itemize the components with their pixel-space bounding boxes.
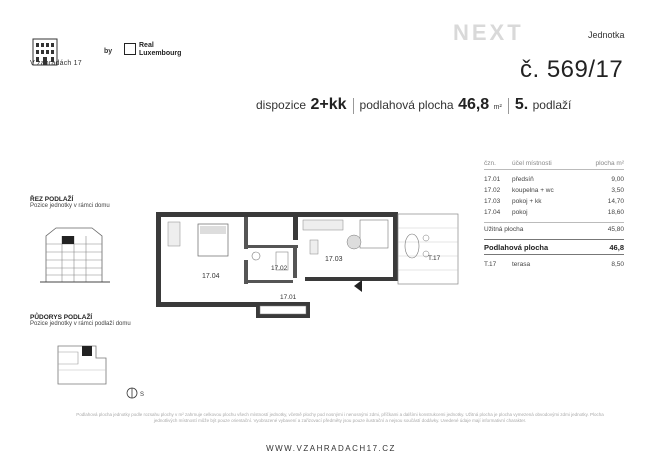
next-brand-logo: NEXT <box>453 20 524 45</box>
floor-position-diagram <box>50 338 110 390</box>
section-title: ŘEZ PODLAŽÍ <box>30 196 74 203</box>
building-section-diagram <box>40 222 110 286</box>
table-row <box>484 185 624 196</box>
partner-name <box>139 42 181 58</box>
terrace-area: 8,50 <box>611 261 624 268</box>
by-label: by <box>104 48 113 55</box>
divider <box>353 98 354 114</box>
room-label-17-04: 17.04 <box>202 273 220 280</box>
row-area: 18,60 <box>607 209 624 216</box>
terrace-row <box>484 259 624 270</box>
row-no: 17.02 <box>484 187 501 194</box>
plocha-label: podlahová plocha <box>359 98 454 112</box>
partner-line2: Luxembourg <box>139 50 182 57</box>
entrance-arrow-icon <box>354 280 362 292</box>
header-area: plocha m² <box>595 160 624 167</box>
room-label-17-02: 17.02 <box>271 265 288 272</box>
apartment-floor-plan <box>150 200 475 322</box>
unit-specs <box>256 96 571 116</box>
table-row <box>484 174 624 185</box>
podlazi-label: podlaží <box>532 98 572 112</box>
floorplan-caption <box>30 314 131 327</box>
unit-label: Jednotka <box>588 30 625 40</box>
row-no: 17.04 <box>484 209 501 216</box>
partner-line1: Real <box>139 42 154 49</box>
footnote: Podlahová plocha jednotky podle rozsahu plochy v m² zahrnuje celkovou plochu všech místností jednotky, včetně plochy pod nosnými i nenosnými zdmi, příčkami a dalšími konstrukcemi jednotky. Užitná plocha je plocha vymezená obvodovými zdmi jednotky. Plocha jednotlivých místností může být pouze orientační. Vyobrazené vybavení a zařizovací předměty jsou pouze ilustrační a nejsou součástí dodávky. Uvedené údaje mají informativní charakter. <box>76 412 604 423</box>
project-name: V zahradách 17 <box>30 60 82 67</box>
header-no: čzn. <box>484 160 496 167</box>
plocha-unit: m² <box>493 104 502 111</box>
usable-label: Užitná plocha <box>484 226 524 233</box>
table-header <box>484 158 624 170</box>
plocha-value: 46,8 <box>458 96 490 113</box>
row-no: 17.01 <box>484 176 501 183</box>
compass-icon <box>125 386 147 400</box>
dispozice-value: 2+kk <box>310 96 347 113</box>
floor-value: 46,8 <box>609 242 624 252</box>
terrace-name: terasa <box>512 261 531 268</box>
floorplan-subtitle: Pozice jednotky v rámci podlaží domu <box>30 321 131 327</box>
section-subtitle: Pozice jednotky v rámci domu <box>30 203 110 209</box>
row-name: koupelna + wc <box>512 187 554 194</box>
row-name: předsíň <box>512 176 534 183</box>
real-luxembourg-logo-icon <box>124 43 136 55</box>
row-no: 17.03 <box>484 198 501 205</box>
row-area: 9,00 <box>611 176 624 183</box>
floor-area-row <box>484 239 624 255</box>
terrace-no: T.17 <box>484 261 497 268</box>
divider <box>508 98 509 114</box>
room-label-t17: T.17 <box>428 255 441 262</box>
dispozice-label: dispozice <box>256 98 307 112</box>
section-caption <box>30 196 110 209</box>
room-label-17-01: 17.01 <box>280 294 297 301</box>
unit-highlight <box>62 236 74 244</box>
unit-number: č. 569/17 <box>520 56 624 83</box>
compass-label: S <box>140 392 145 398</box>
podlazi-value: 5. <box>514 96 529 113</box>
header-name: účel místnosti <box>512 160 552 167</box>
table-row <box>484 196 624 207</box>
floorplan-title: PŮDORYS PODLAŽÍ <box>30 314 93 321</box>
unit-highlight <box>82 346 92 356</box>
usable-area-row <box>484 222 624 236</box>
row-area: 3,50 <box>611 187 624 194</box>
usable-value: 45,80 <box>607 226 624 233</box>
room-label-17-03: 17.03 <box>325 256 343 263</box>
floor-label: Podlahová plocha <box>484 242 549 252</box>
table-row <box>484 207 624 218</box>
row-area: 14,70 <box>607 198 624 205</box>
row-name: pokoj <box>512 209 528 216</box>
website-link[interactable]: WWW.VZAHRADACH17.CZ <box>266 444 396 453</box>
row-name: pokoj + kk <box>512 198 542 205</box>
room-table <box>484 158 624 270</box>
